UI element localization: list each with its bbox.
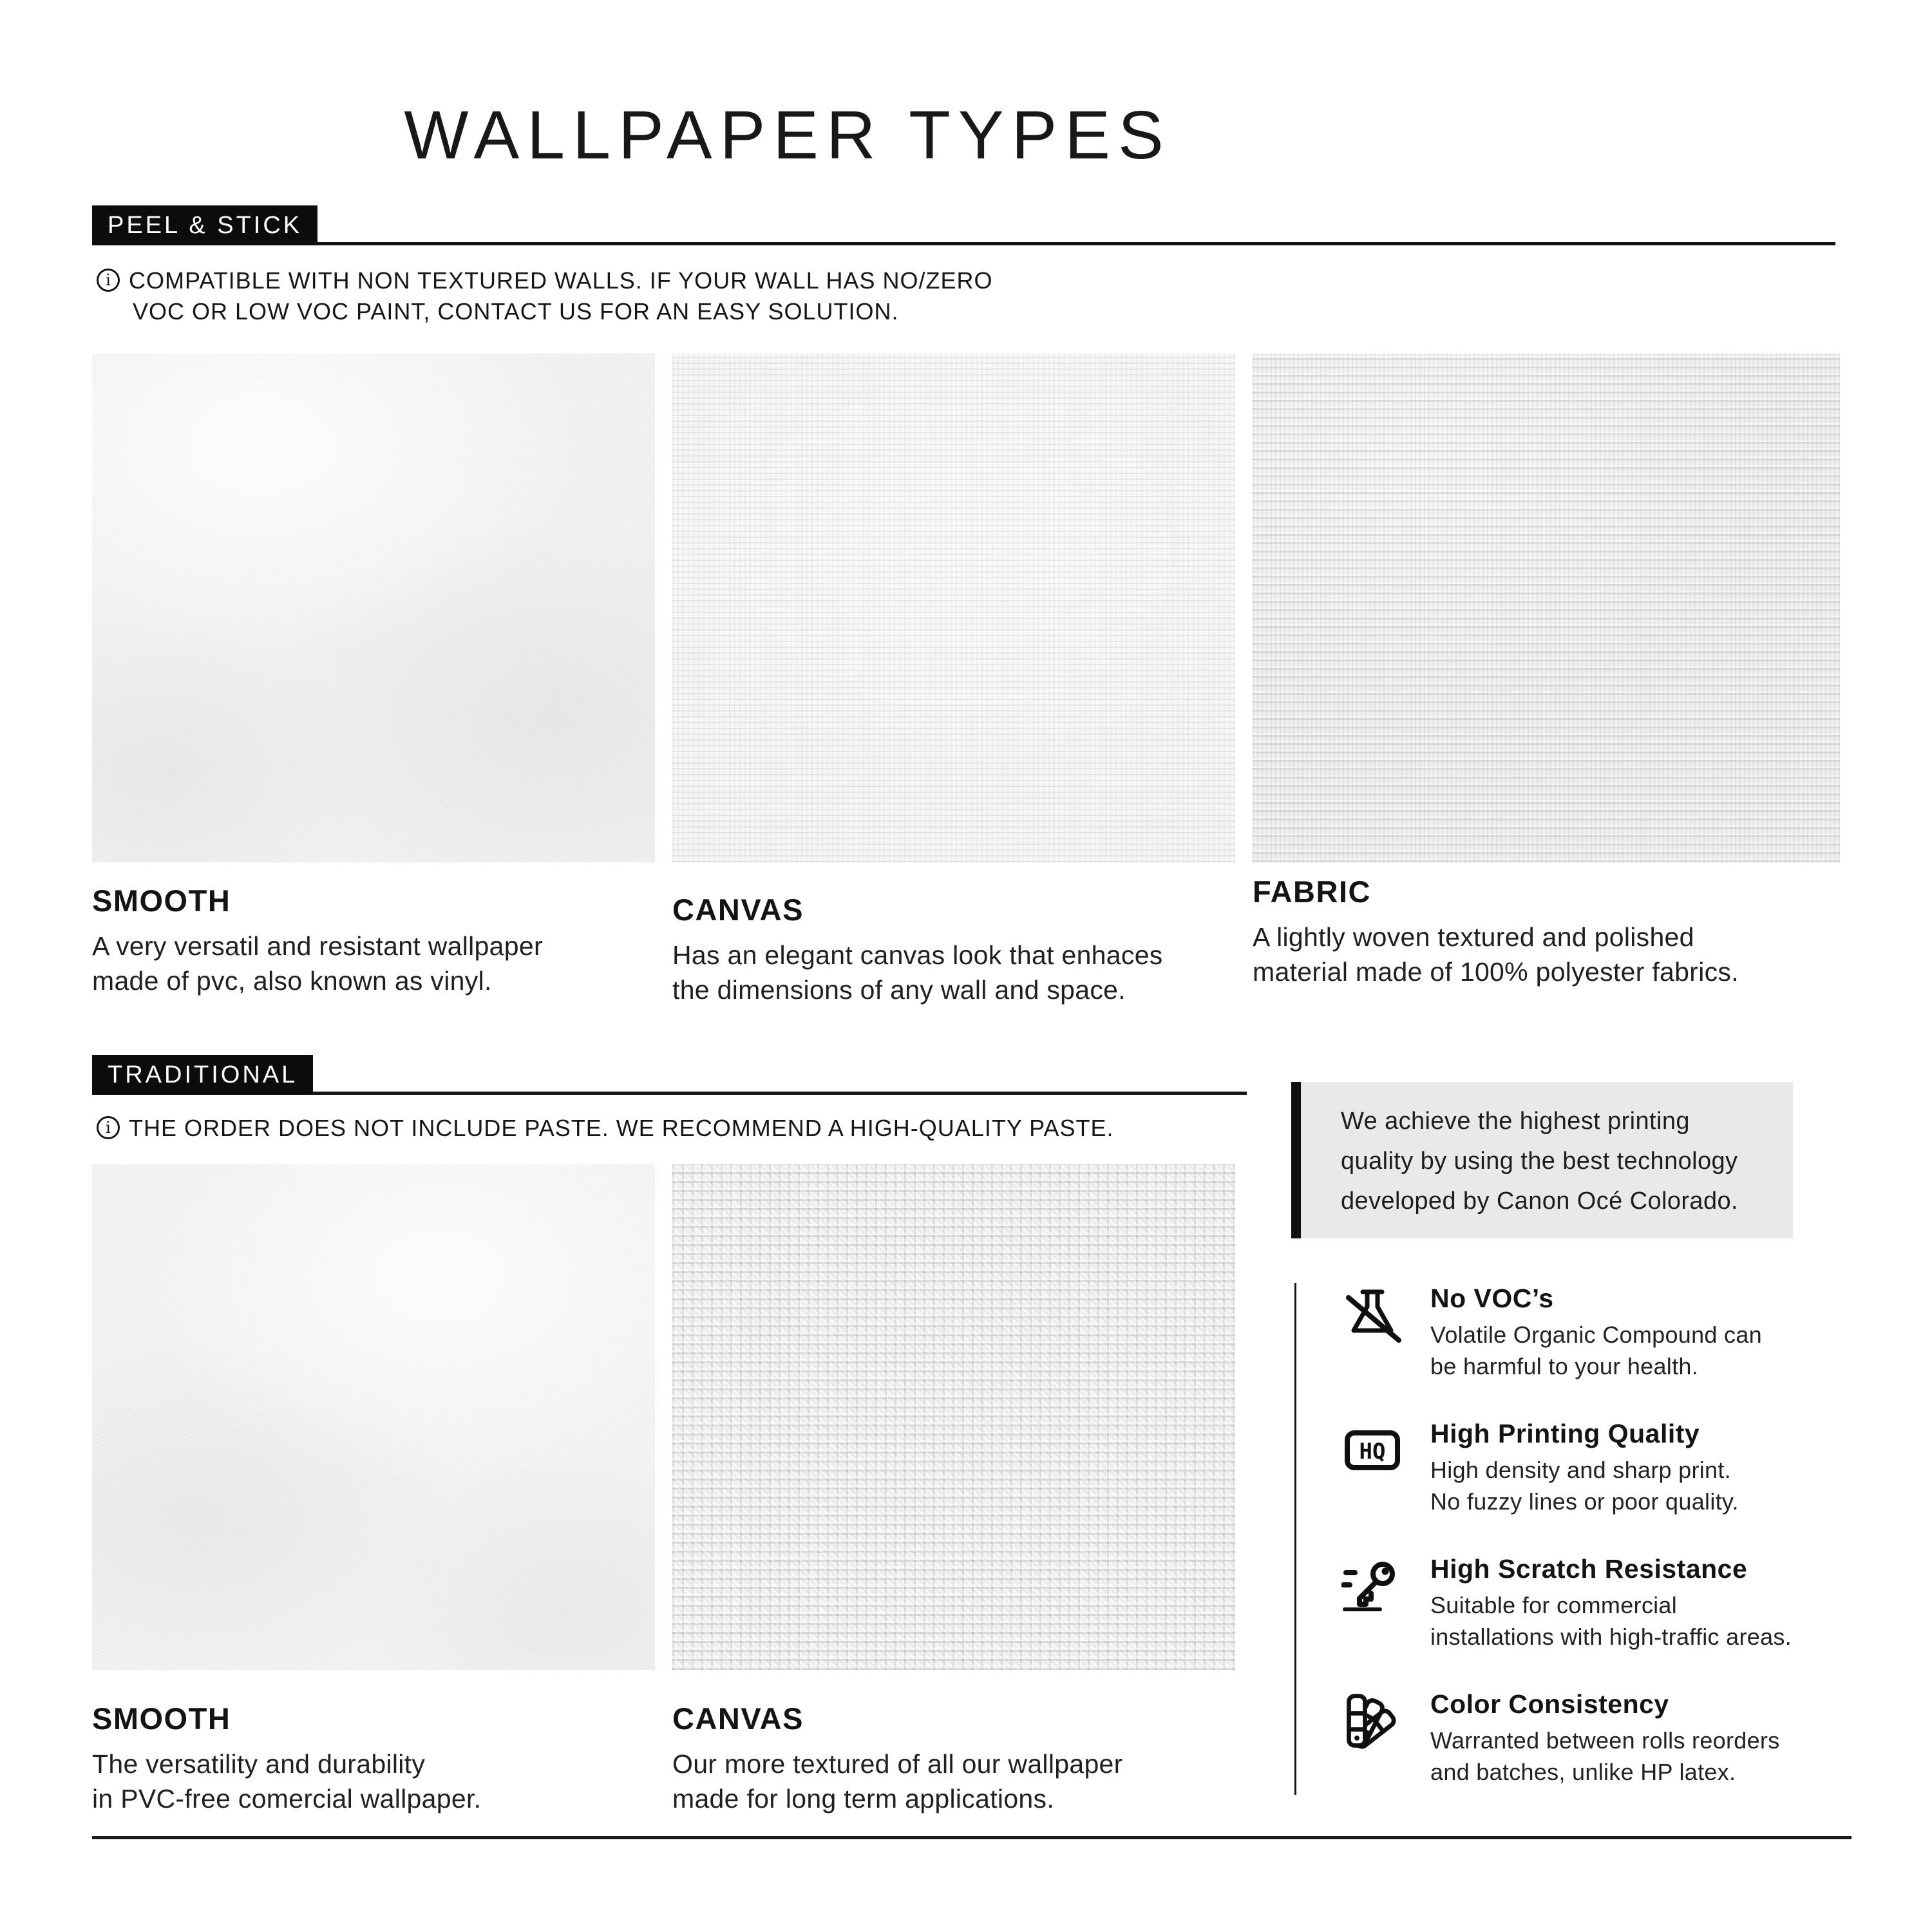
- feature-description: [1430, 1319, 1762, 1382]
- feature-description: [1430, 1725, 1780, 1788]
- desc-line: Warranted between rolls reorders: [1430, 1727, 1780, 1754]
- desc-line: Suitable for commercial: [1430, 1592, 1678, 1618]
- feature-text: [1430, 1418, 1739, 1517]
- desc-line: The versatility and durability: [92, 1749, 426, 1779]
- features-list: [1294, 1283, 1839, 1795]
- feature-description: [1430, 1589, 1792, 1653]
- callout-line: We achieve the highest printing: [1341, 1108, 1690, 1135]
- type-caption: [92, 1703, 655, 1816]
- hq-badge-icon: [1341, 1419, 1403, 1481]
- type-caption: [672, 895, 1235, 1007]
- peel-stick-note: [97, 265, 993, 327]
- wallpaper-type-card-canvas: [672, 354, 1235, 1007]
- key-scratch-icon: [1341, 1555, 1403, 1616]
- desc-line: and batches, unlike HP latex.: [1430, 1759, 1736, 1785]
- wallpaper-type-card-smooth: [92, 1164, 655, 1816]
- note-text: [129, 265, 993, 327]
- feature-text: [1430, 1283, 1762, 1382]
- info-icon: i: [97, 269, 120, 292]
- feature-color-consistency: [1296, 1689, 1839, 1788]
- note-text: [129, 1113, 1114, 1144]
- feature-text: [1430, 1553, 1792, 1653]
- note-line: COMPATIBLE WITH NON TEXTURED WALLS. IF YOUR WALL HAS NO/ZERO: [129, 267, 993, 294]
- section-header-traditional: [92, 1055, 1247, 1095]
- type-name: CANVAS: [672, 893, 804, 927]
- printing-quality-callout: [1291, 1082, 1793, 1238]
- type-name: SMOOTH: [92, 1701, 231, 1736]
- no-voc-flask-icon: [1341, 1284, 1403, 1346]
- traditional-swatch-row: [92, 1164, 1235, 1816]
- smooth-texture-swatch: [92, 354, 655, 862]
- feature-high-scratch-resistance: [1296, 1553, 1839, 1653]
- canvas-texture-swatch: [672, 354, 1235, 862]
- desc-line: No fuzzy lines or poor quality.: [1430, 1488, 1739, 1515]
- desc-line: in PVC-free comercial wallpaper.: [92, 1784, 482, 1814]
- desc-line: Our more textured of all our wallpaper: [672, 1749, 1123, 1779]
- feature-title: High Printing Quality: [1430, 1419, 1700, 1448]
- section-header-peel-stick: [92, 205, 1835, 245]
- section-label-peel-stick: PEEL & STICK: [92, 205, 317, 245]
- type-name: FABRIC: [1253, 875, 1371, 909]
- wallpaper-type-card-smooth: [92, 354, 655, 1007]
- type-description: [92, 1747, 655, 1816]
- peel-stick-swatch-row: [92, 354, 1840, 1007]
- callout-line: quality by using the best technology: [1341, 1148, 1738, 1175]
- desc-line: made for long term applications.: [672, 1784, 1055, 1814]
- desc-line: be harmful to your health.: [1430, 1353, 1699, 1379]
- type-description: [672, 938, 1235, 1007]
- hq-badge-text: HQ: [1359, 1439, 1386, 1464]
- wallpaper-type-card-fabric: [1253, 354, 1840, 1007]
- info-icon: i: [97, 1116, 120, 1139]
- feature-high-printing-quality: [1296, 1418, 1839, 1517]
- type-caption: [1253, 876, 1840, 989]
- type-description: [92, 929, 655, 998]
- desc-line: installations with high-traffic areas.: [1430, 1624, 1792, 1650]
- type-caption: [92, 886, 655, 998]
- feature-no-voc: [1296, 1283, 1839, 1382]
- type-description: [1253, 920, 1840, 989]
- fabric-texture-swatch: [1253, 354, 1840, 862]
- callout-line: developed by Canon Océ Colorado.: [1341, 1188, 1738, 1215]
- desc-line: A lightly woven textured and polished: [1253, 922, 1694, 952]
- color-swatch-fan-icon: [1341, 1690, 1403, 1752]
- traditional-note: [97, 1113, 1114, 1144]
- wallpaper-type-card-canvas: [672, 1164, 1235, 1816]
- smooth-texture-swatch: [92, 1164, 655, 1670]
- feature-title: High Scratch Resistance: [1430, 1554, 1748, 1584]
- desc-line: High density and sharp print.: [1430, 1457, 1731, 1483]
- feature-title: Color Consistency: [1430, 1689, 1669, 1719]
- feature-title: No VOC’s: [1430, 1283, 1554, 1313]
- type-description: [672, 1747, 1235, 1816]
- desc-line: Has an elegant canvas look that enhaces: [672, 940, 1163, 970]
- note-line: VOC OR LOW VOC PAINT, CONTACT US FOR AN EASY SOLUTION.: [133, 298, 899, 325]
- desc-line: made of pvc, also known as vinyl.: [92, 966, 492, 996]
- desc-line: the dimensions of any wall and space.: [672, 975, 1126, 1005]
- note-line: THE ORDER DOES NOT INCLUDE PASTE. WE RECOMMEND A HIGH-QUALITY PASTE.: [129, 1115, 1114, 1141]
- type-caption: [672, 1703, 1235, 1816]
- desc-line: Volatile Organic Compound can: [1430, 1321, 1763, 1348]
- section-label-traditional: TRADITIONAL: [92, 1055, 313, 1095]
- type-name: CANVAS: [672, 1701, 804, 1736]
- desc-line: material made of 100% polyester fabrics.: [1253, 957, 1739, 987]
- canvas-texture-swatch: [672, 1164, 1235, 1670]
- feature-description: [1430, 1454, 1739, 1517]
- desc-line: A very versatil and resistant wallpaper: [92, 931, 543, 961]
- footer-divider: [92, 1836, 1852, 1839]
- feature-text: [1430, 1689, 1780, 1788]
- type-name: SMOOTH: [92, 884, 231, 918]
- page-title: WALLPAPER TYPES: [404, 97, 1171, 173]
